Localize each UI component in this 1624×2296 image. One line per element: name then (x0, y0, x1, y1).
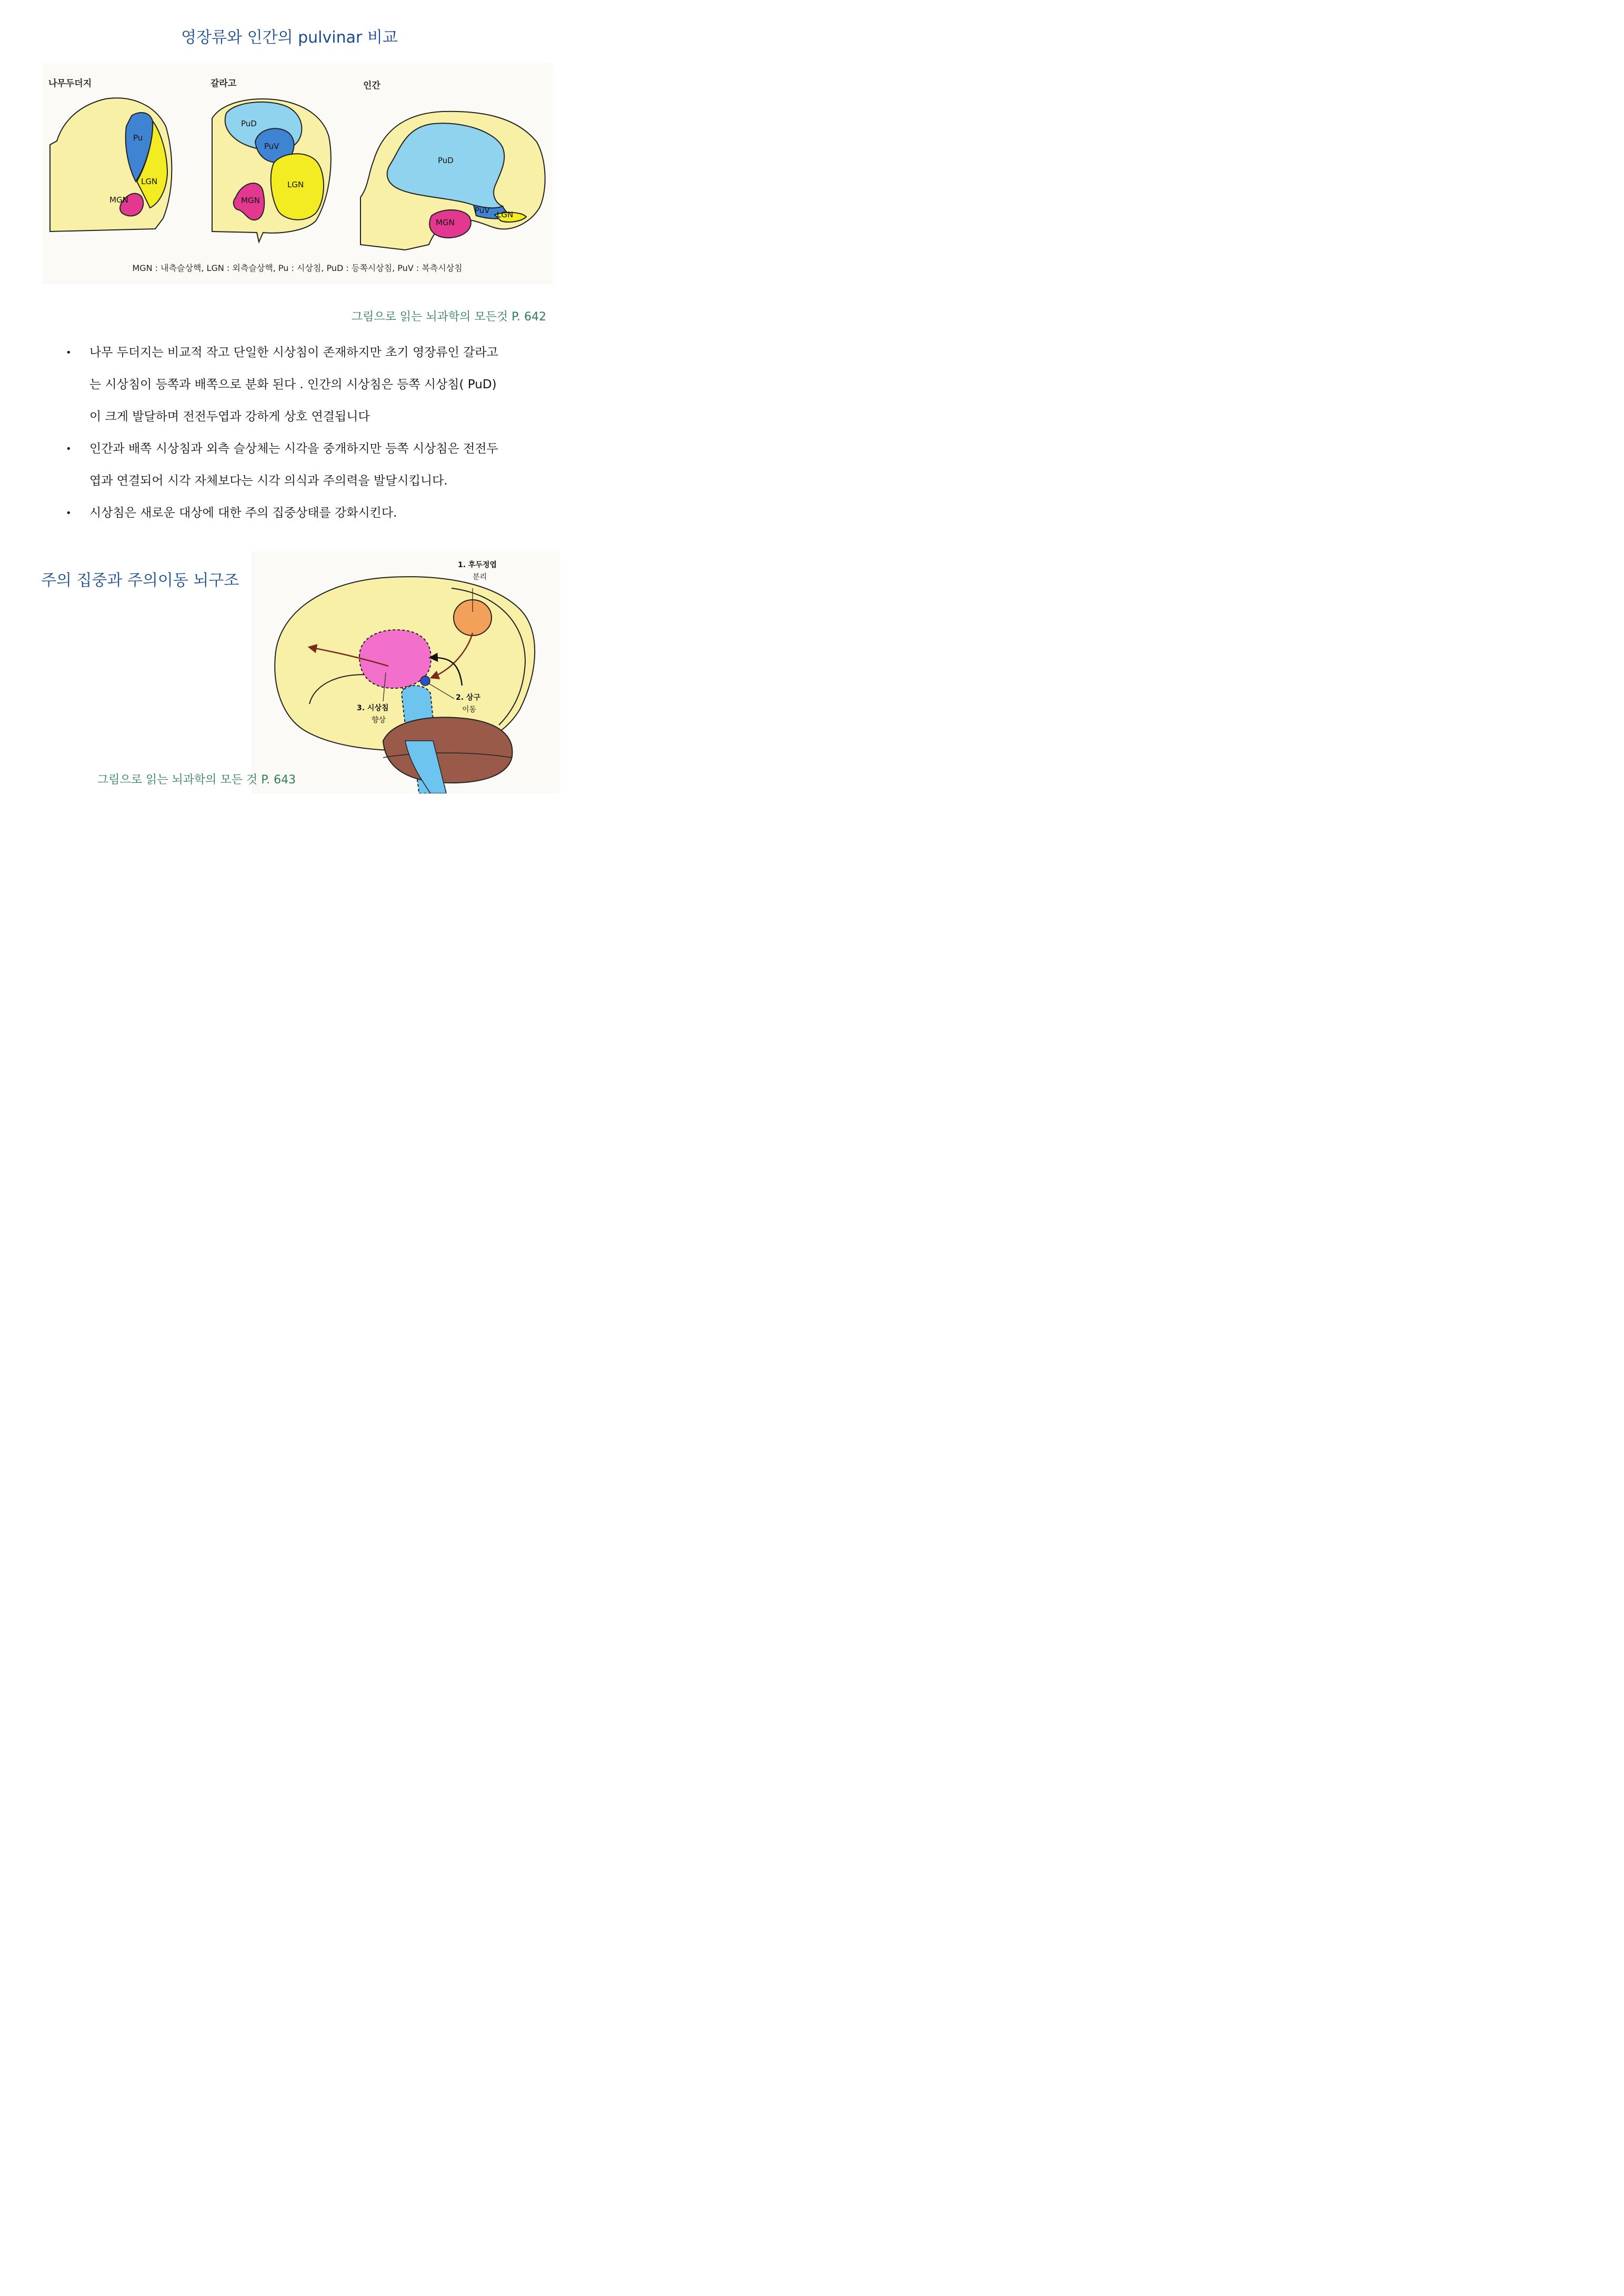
bullet-line: 엽과 연결되어 시각 자체보다는 시각 의식과 주의력을 발달시킵니다. (89, 474, 448, 488)
superior-colliculus (420, 676, 430, 686)
page-title: 영장류와 인간의 pulvinar 비교 (181, 28, 398, 47)
galago-label: 갈라고 (210, 78, 237, 89)
human-panel (360, 80, 545, 250)
bullet-item (63, 337, 547, 433)
label1-sub: 분리 (473, 573, 487, 581)
bullet-line: 는 시상침이 등쪽과 배쪽으로 분화 된다 . 인간의 시상침은 등쪽 시상침( PuD) (89, 378, 497, 391)
bullet-line: 인간과 배쪽 시상침과 외측 슬상체는 시각을 중개하지만 등쪽 시상침은 전전두 (89, 442, 498, 456)
label1-num: 1. 후두정엽 (458, 561, 497, 569)
pulvinar-diagram (42, 63, 553, 284)
label3-num: 3. 시상침 (357, 704, 389, 712)
label2-sub: 이동 (462, 706, 477, 714)
tree-shrew-mgn-text: MGN (109, 195, 128, 205)
bullet-item (63, 497, 547, 529)
section-title: 주의 집중과 주의이동 뇌구조 (41, 571, 239, 590)
human-puv-text: PuV (475, 206, 490, 215)
tree-shrew-panel (48, 78, 172, 231)
bullet-line: 시상침은 새로운 대상에 대한 주의 집중상태를 강화시킨다. (89, 506, 397, 520)
cerebellum (383, 717, 513, 783)
human-label: 인간 (363, 80, 380, 91)
tree-shrew-label: 나무두더지 (48, 78, 92, 89)
human-lgn-text: LGN (497, 210, 514, 219)
bullet-item (63, 433, 547, 497)
figure1-caption: MGN : 내측슬상핵, LGN : 외측슬상핵, Pu : 시상침, PuD : 등쪽시상침, PuV : 복측시상침 (132, 263, 463, 273)
human-mgn-text: MGN (436, 218, 455, 227)
galago-panel (210, 78, 331, 242)
galago-puv-text: PuV (264, 142, 279, 151)
bullet-line: 나무 두더지는 비교적 작고 단일한 시상침이 존재하지만 초기 영장류인 갈라고 (89, 346, 498, 359)
tree-shrew-pu-text: Pu (133, 133, 143, 143)
bullet-dot: • (66, 444, 72, 455)
attention-brain-diagram (252, 551, 559, 793)
pulvinar-comparison-figure (42, 63, 553, 284)
galago-pud-text: PuD (241, 119, 257, 128)
pulvinar-thalamus (359, 630, 431, 688)
source-citation-2: 그림으로 읽는 뇌과학의 모든 것 P. 643 (97, 773, 296, 787)
label3-sub: 향상 (372, 716, 386, 724)
bullet-line: 이 크게 발달하며 전전두엽과 강하게 상호 연결됩니다 (89, 410, 370, 424)
tree-shrew-lgn-text: LGN (141, 177, 158, 186)
attention-brain-figure (252, 551, 559, 793)
galago-mgn-text: MGN (241, 196, 260, 205)
bullet-list (63, 337, 547, 529)
bullet-dot: • (66, 347, 72, 358)
galago-lgn-text: LGN (287, 180, 304, 189)
human-pud-text: PuD (438, 156, 454, 165)
source-citation-1: 그림으로 읽는 뇌과학의 모든것 P. 642 (351, 310, 546, 324)
label2-num: 2. 상구 (456, 693, 480, 702)
bullet-dot: • (66, 508, 72, 519)
